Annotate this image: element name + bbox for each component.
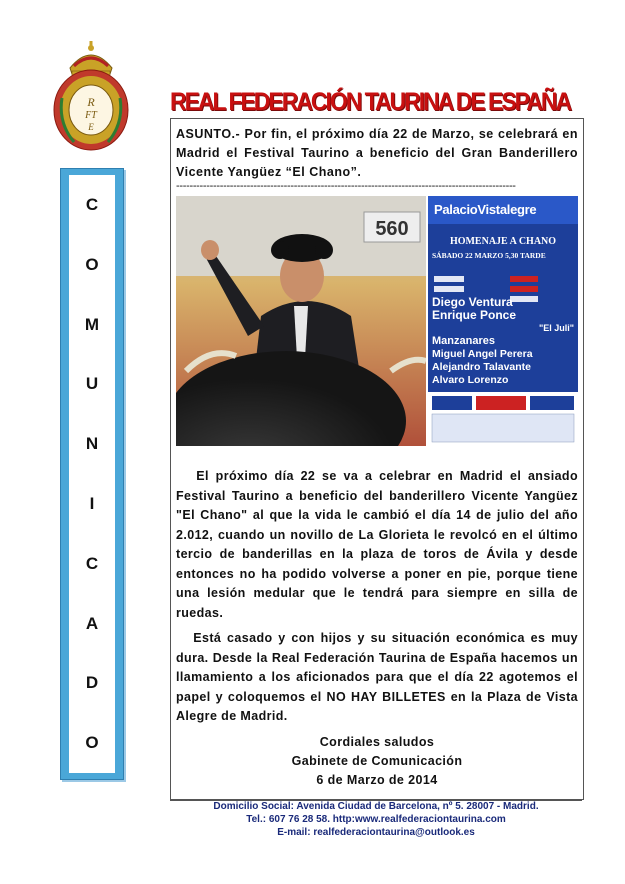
poster-names bbox=[432, 296, 574, 387]
subject-paragraph: ASUNTO.- Por fin, el próximo día 22 de Marzo, se celebrará en Madrid el Festival Taurino a beneficio del Gran Banderillero Vicente Yangüez “El Chano”. bbox=[176, 127, 578, 179]
sidebar-letter: U bbox=[85, 374, 99, 394]
page-title: REAL FEDERACIÓN TAURINA DE ESPAÑA bbox=[170, 88, 571, 116]
bullfighter-photo bbox=[176, 196, 426, 446]
svg-text:E: E bbox=[88, 122, 94, 132]
svg-text:560: 560 bbox=[375, 218, 409, 240]
poster-name: Enrique Ponce bbox=[432, 308, 517, 322]
poster-name: Alejandro Talavante bbox=[432, 361, 532, 373]
footer bbox=[170, 800, 582, 839]
closing-block bbox=[176, 733, 578, 790]
body-paragraph-2 bbox=[176, 629, 578, 727]
footer-contact: Tel.: 607 76 28 58. http:www.realfederaciontaurina.com bbox=[246, 814, 506, 825]
poster-name: Miguel Angel Perera bbox=[432, 348, 533, 360]
poster-date: SÁBADO 22 MARZO 5,30 TARDE bbox=[432, 251, 546, 260]
subject-divider: ----------------------------------------------------------------------------------------------------- bbox=[176, 180, 516, 192]
body-paragraph-1 bbox=[176, 467, 578, 623]
sidebar-letter: C bbox=[85, 195, 99, 214]
sidebar-letter: O bbox=[85, 254, 99, 274]
svg-text:R: R bbox=[87, 95, 95, 109]
sidebar-letter: I bbox=[89, 493, 95, 513]
footer-address: Domicilio Social: Avenida Ciudad de Barcelona, nº 5. 28007 - Madrid. bbox=[213, 801, 539, 812]
sidebar-letter: M bbox=[84, 314, 100, 334]
poster-event: HOMENAJE A CHANO bbox=[449, 236, 557, 247]
closing-date: 6 de Marzo de 2014 bbox=[316, 773, 438, 787]
sidebar-letter: D bbox=[85, 673, 99, 693]
poster-name: Diego Ventura bbox=[432, 295, 513, 309]
footer-email: E-mail: realfederaciontaurina@outlook.es bbox=[277, 827, 475, 838]
body-paragraph-2-text: Está casado y con hijos y su situación económica es muy dura. Desde la Real Federación Taurina de España hacemos un llamamiento a los aficionados para que el día 22 agotemos el papel y coloquemos el NO HAY BILLETES en la Plaza de Vista Alegre de Madrid. bbox=[176, 631, 578, 723]
body-paragraph-1-text: El próximo día 22 se va a celebrar en Madrid el ansiado Festival Taurino a beneficio del banderillero Vicente Yangüez "El Chano" al que la vida le cambió el día 14 de julio del año 2.012, cuando un novillo de La Glorieta le revolcó en el último tercio de banderillas en la plaza de toros de Ávila y desde entonces no ha podido volverse a poner en pie, porque tiene una lesión medular que le tendrá para siempre en silla de ruedas. bbox=[176, 469, 578, 620]
rfte-crest-icon bbox=[50, 38, 132, 156]
poster-name: Alvaro Lorenzo bbox=[432, 374, 509, 386]
svg-text:FT: FT bbox=[85, 110, 97, 121]
closing-greeting: Cordiales saludos bbox=[319, 735, 435, 749]
closing-office: Gabinete de Comunicación bbox=[291, 754, 463, 768]
sidebar-letter: N bbox=[85, 434, 99, 454]
event-poster bbox=[428, 196, 578, 446]
sidebar-letter: C bbox=[85, 553, 99, 573]
poster-name: Manzanares bbox=[432, 335, 495, 347]
sidebar-letter: O bbox=[85, 733, 99, 753]
poster-venue: PalacioVistalegre bbox=[434, 202, 537, 217]
sidebar-letter: A bbox=[85, 613, 99, 633]
comunicado-sidebar bbox=[60, 168, 124, 780]
poster-name: "El Juli" bbox=[538, 323, 574, 333]
